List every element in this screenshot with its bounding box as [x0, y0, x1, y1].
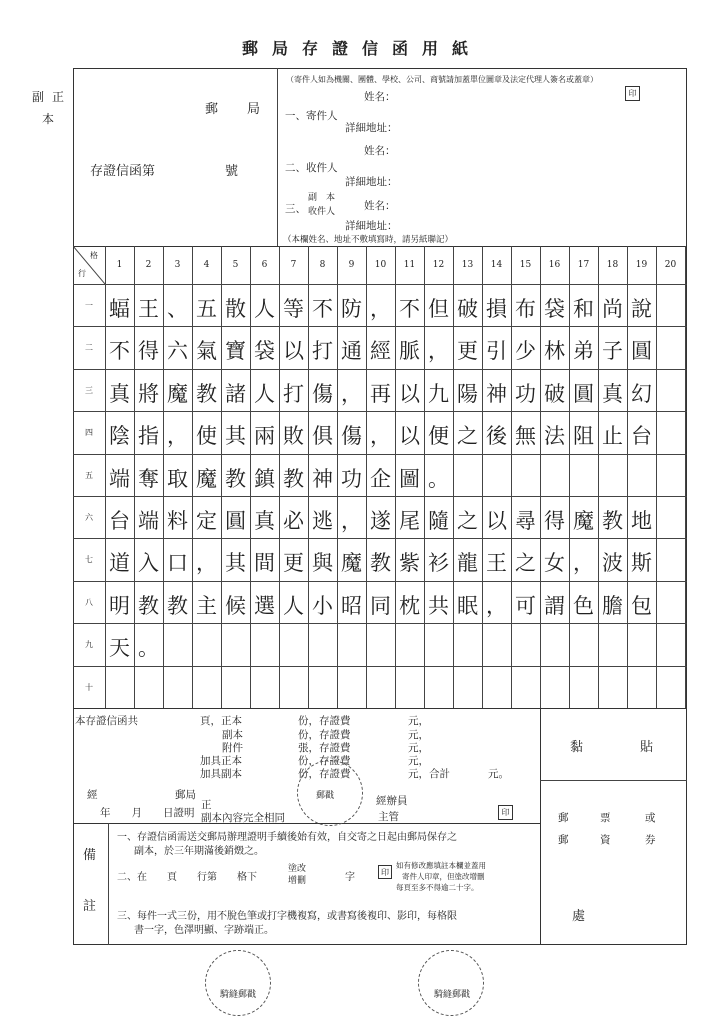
header-divider [277, 68, 278, 246]
grid-cell-char: 必 [283, 509, 304, 533]
grid-col-number: 15 [519, 260, 532, 270]
grid-cell-char: ， [486, 593, 507, 618]
seam-stamp-circle-2 [418, 950, 484, 1016]
grid-cell-char: 通 [341, 339, 362, 364]
seam-stamp-circle-1 [205, 950, 271, 1016]
grid-cell-char: 魔 [573, 509, 594, 533]
grid-cell-char: 氣 [196, 339, 217, 364]
fee-r3-c: 元， [408, 742, 429, 754]
grid-row-line [73, 454, 687, 455]
grid-cell-char: 企 [370, 466, 391, 491]
letter-no-prefix: 存證信函第 [90, 164, 156, 179]
grid-row-label: 七 [85, 555, 93, 565]
label-fu: 副 [32, 90, 45, 104]
grid-cell-char: 脈 [399, 339, 420, 364]
notes-label-divider [108, 823, 109, 945]
grid-cell-char: 功 [341, 466, 362, 491]
grid-cell-char: 更 [457, 339, 478, 364]
chief-label: 主管 [378, 811, 399, 823]
note-2-note2: 寄件人印章，但塗改增刪 [402, 872, 485, 881]
grid-col-line [685, 246, 686, 708]
grid-cell-char: 但 [428, 297, 449, 321]
grid-cell-char: 教 [167, 593, 188, 618]
grid-cell-char: 敗 [283, 424, 304, 449]
grid-cell-char: 袋 [254, 339, 275, 364]
header-note-bottom: （本欄姓名、地址不敷填寫時，請另紙聯記） [283, 235, 454, 245]
fee-r2-a: 副本 [222, 729, 243, 741]
grid-cell-char: 之 [457, 509, 478, 533]
note-2-note1: 如有修改應填註本欄並蓋用 [396, 861, 486, 870]
grid-cell-char: 教 [370, 551, 391, 576]
grid-cell-char: 枕 [399, 593, 420, 618]
grid-cell-char: 間 [254, 551, 275, 576]
grid-row-line [73, 623, 687, 624]
grid-cell-char: 打 [283, 381, 304, 406]
grid-cell-char: 諸 [225, 381, 246, 406]
grid-cell-char: 說 [631, 297, 652, 321]
postmark-label: 郵戳 [316, 791, 335, 801]
grid-cell-char: 選 [254, 593, 275, 618]
grid-cell-char: 兩 [254, 424, 275, 449]
grid-col-number: 3 [174, 260, 181, 270]
grid-cell-char: 教 [138, 593, 159, 618]
label-zheng: 正 [52, 90, 65, 104]
grid-cell-char: 圓 [573, 381, 594, 406]
copy-receiver-label-a: 副 本 [308, 193, 336, 203]
grid-cell-char: 更 [283, 551, 304, 576]
grid-cell-char: 魔 [167, 381, 188, 406]
grid-cell-char: 女 [544, 551, 565, 576]
grid-cell-char: 以 [399, 424, 420, 449]
grid-cell-char: ， [341, 509, 362, 533]
grid-cell-char: 。 [138, 636, 159, 661]
grid-row-label: 六 [85, 513, 93, 522]
grid-col-number: 14 [490, 260, 503, 270]
grid-row-line [73, 496, 687, 497]
fee-r5-b: 份，存證費 [298, 768, 351, 780]
grid-cell-char: 龍 [457, 551, 478, 576]
grid-cell-char: 得 [544, 509, 565, 533]
grid-cell-char: 取 [167, 466, 188, 491]
grid-cell-char: 膽 [602, 593, 623, 618]
fee-r1-c: 元， [408, 715, 429, 727]
grid-cell-char: 俱 [312, 424, 333, 449]
note-2-seal: 印 [378, 865, 392, 879]
grid-cell-char: 神 [312, 466, 333, 491]
grid-cell-char: 與 [312, 551, 333, 576]
grid-cell-char: 袋 [544, 297, 565, 321]
stamp-tie: 貼 [640, 740, 654, 755]
grid-cell-char: 包 [631, 593, 652, 618]
grid-cell-char: 得 [138, 339, 159, 364]
grid-cell-char: 陰 [109, 424, 130, 449]
grid-cell-char: 紫 [399, 551, 420, 576]
grid-cell-char: 法 [544, 424, 565, 449]
grid-row-line [73, 666, 687, 667]
note-2-zeng: 增刪 [288, 876, 307, 886]
grid-cell-char: ， [370, 424, 391, 449]
grid-cell-char: 蝠 [109, 297, 130, 321]
notes-label-bei: 備 [83, 848, 97, 863]
grid-cell-char: 人 [254, 297, 275, 321]
grid-row-label: 五 [85, 470, 93, 480]
label-ben: 本 [42, 112, 55, 126]
grid-row-line [73, 538, 687, 539]
grid-cell-char: 破 [544, 381, 565, 406]
grid-cell-char: 圓 [631, 339, 652, 364]
copy-address-label: 詳細地址： [345, 220, 398, 232]
grid-cell-char: 阻 [573, 424, 594, 449]
grid-col-line [656, 246, 657, 708]
copy-receiver-num: 三、 [285, 203, 306, 215]
grid-col-number: 16 [548, 260, 561, 270]
sender-address-label: 詳細地址： [345, 122, 398, 134]
grid-cell-char: 道 [109, 551, 130, 576]
grid-cell-char: 使 [196, 424, 217, 449]
stamp-you2: 郵 [558, 834, 569, 846]
grid-cell-char: 共 [428, 593, 449, 618]
grid-cell-char: 色 [573, 593, 594, 618]
grid-cell-char: 斯 [631, 551, 652, 576]
post-office-label: 郵 局 [205, 102, 269, 117]
grid-cell-char: 奪 [138, 466, 159, 491]
fee-r1-a: 頁，正本 [200, 715, 242, 727]
grid-cell-char: 口 [167, 551, 188, 576]
note-2-note3: 每頁至多不得逾二十字。 [396, 883, 479, 892]
grid-cell-char: 圖 [399, 466, 420, 491]
grid-cell-char: 鎮 [254, 466, 275, 491]
header-bottom-line [73, 246, 687, 247]
grid-cell-char: 引 [486, 339, 507, 364]
header-note-top: （寄件人如為機關、團體、學校、公司、商號請加蓋單位圖章及法定代理人簽名或蓋章） [286, 75, 598, 84]
sender-name-label: 姓名： [364, 91, 396, 103]
grid-cell-char: 。 [428, 466, 449, 491]
grid-row-line [73, 581, 687, 582]
grid-cell-char: 以 [283, 339, 304, 364]
grid-cell-char: 將 [138, 381, 159, 406]
grid-cell-char: 教 [602, 509, 623, 533]
grid-col-number: 17 [577, 260, 590, 270]
stamp-nian: 黏 [570, 740, 584, 755]
fee-r2-b: 份，存證費 [298, 729, 351, 741]
fees-zheng: 正 [201, 799, 212, 811]
fees-right-divider [540, 708, 541, 945]
grid-cell-char: 候 [225, 593, 246, 618]
grid-cell-char: 料 [167, 509, 188, 533]
receiver-name-label: 姓名： [364, 145, 396, 157]
grid-cell-char: 六 [167, 339, 188, 364]
grid-col-number: 19 [635, 260, 648, 270]
grid-cell-char: 不 [312, 297, 333, 321]
grid-cell-char: 尋 [515, 509, 536, 533]
grid-cell-char: 真 [602, 381, 623, 406]
grid-cell-char: 隨 [428, 509, 449, 533]
fees-intro: 本存證信函共 [75, 715, 138, 727]
handler-label: 經辦員 [376, 795, 408, 807]
grid-row-line [73, 411, 687, 412]
grid-corner-bottom: 行 [78, 269, 86, 278]
grid-row-label: 二 [85, 343, 93, 353]
grid-header-line [73, 284, 687, 285]
grid-cell-char: 尚 [602, 297, 623, 321]
grid-bottom-line [73, 708, 687, 709]
grid-cell-char: 衫 [428, 551, 449, 576]
grid-cell-char: 魔 [196, 466, 217, 491]
grid-cell-char: 真 [109, 381, 130, 406]
grid-cell-char: 其 [225, 551, 246, 576]
fee-r4-a: 加具正本 [200, 755, 242, 767]
grid-col-number: 12 [432, 260, 445, 270]
grid-col-number: 10 [374, 260, 387, 270]
grid-col-number: 20 [664, 260, 677, 270]
grid-cell-char: 之 [515, 551, 536, 576]
note-2-zi: 字 [345, 872, 355, 883]
grid-col-number: 2 [145, 260, 152, 270]
grid-cell-char: 主 [196, 593, 217, 618]
grid-cell-char: 經 [370, 339, 391, 364]
grid-cell-char: 傷 [312, 381, 333, 406]
grid-cell-char: 以 [486, 509, 507, 533]
grid-cell-char: 教 [225, 466, 246, 491]
grid-cell-char: 同 [370, 593, 391, 618]
stamp-piao: 票 [600, 812, 611, 824]
copy-name-label: 姓名： [364, 200, 396, 212]
grid-cell-char: 真 [254, 509, 275, 533]
grid-cell-char: 指 [138, 424, 159, 449]
grid-cell-char: 人 [283, 593, 304, 618]
grid-cell-char: 幻 [631, 381, 652, 406]
grid-col-number: 18 [606, 260, 619, 270]
grid-corner-top: 格 [90, 251, 98, 260]
fee-r5-a: 加具副本 [200, 768, 242, 780]
grid-cell-char: 損 [486, 297, 507, 321]
grid-cell-char: 台 [631, 424, 652, 449]
fee-r3-a: 附件 [222, 742, 243, 754]
seam-stamp-label-2: 騎縫郵戳 [434, 990, 471, 1000]
grid-cell-char: 九 [428, 381, 449, 406]
grid-row-label: 四 [85, 428, 93, 438]
grid-cell-char: 功 [515, 381, 536, 406]
grid-cell-char: 布 [515, 297, 536, 321]
grid-cell-char: 子 [602, 339, 623, 364]
grid-cell-char: 教 [196, 381, 217, 406]
grid-cell-char: 和 [573, 297, 594, 321]
grid-col-number: 6 [261, 260, 268, 270]
grid-cell-char: 等 [283, 297, 304, 321]
page-title: 郵局存證信函用紙 [241, 39, 482, 58]
seam-stamp-label-1: 騎縫郵戳 [220, 990, 257, 1000]
fees-fu-text: 副本內容完全相同 [201, 812, 285, 824]
grid-cell-char: 教 [283, 466, 304, 491]
note-1a: 一、存證信函需送交郵局辦理證明手續後始有效，自交寄之日起由郵局保存之 [117, 832, 457, 843]
stamp-you1: 郵 [558, 812, 569, 824]
grid-cell-char: 遂 [370, 509, 391, 533]
grid-cell-char: 不 [109, 339, 130, 364]
note-1b: 副本，於三年期滿後銷燬之。 [134, 846, 264, 857]
grid-row-label: 一 [85, 301, 93, 310]
letter-no-suffix: 號 [225, 164, 239, 179]
grid-cell-char: 止 [602, 424, 623, 449]
grid-cell-char: 防 [341, 297, 362, 321]
grid-cell-char: 定 [196, 509, 217, 533]
grid-col-number: 8 [319, 260, 326, 270]
grid-cell-char: ， [370, 297, 391, 321]
sender-seal-box: 印 [625, 86, 640, 101]
grid-cell-char: 人 [254, 381, 275, 406]
grid-cell-char: 地 [631, 509, 652, 533]
grid-cell-char: 昭 [341, 593, 362, 618]
grid-cell-char: 少 [515, 339, 536, 364]
grid-cell-char: 王 [486, 551, 507, 576]
grid-cell-char: 天 [109, 636, 130, 661]
grid-cell-char: 陽 [457, 381, 478, 406]
grid-cell-char: 圓 [225, 509, 246, 533]
grid-cell-char: 傷 [341, 424, 362, 449]
grid-cell-char: 小 [312, 593, 333, 618]
stamp-quan: 券 [645, 834, 656, 846]
grid-cell-char: ， [167, 424, 188, 449]
grid-cell-char: 、 [167, 297, 188, 321]
fee-total-unit: 元。 [488, 768, 509, 780]
grid-cell-char: 明 [109, 593, 130, 618]
receiver-label: 二、收件人 [285, 162, 338, 174]
sender-label: 一、寄件人 [285, 110, 338, 122]
grid-cell-char: 端 [109, 466, 130, 491]
grid-row-line [73, 369, 687, 370]
grid-cell-char: ， [196, 551, 217, 576]
stamp-box-divider [540, 780, 687, 781]
grid-cell-char: 台 [109, 509, 130, 533]
grid-cell-char: ， [341, 381, 362, 406]
grid-col-number: 9 [348, 260, 355, 270]
grid-cell-char: 眠 [457, 593, 478, 618]
chief-seal-box: 印 [498, 805, 513, 820]
grid-cell-char: 弟 [573, 339, 594, 364]
grid-col-number: 1 [116, 260, 123, 270]
fee-r5-c: 元，合計 [408, 768, 450, 780]
stamp-huo: 或 [645, 812, 656, 824]
fee-r2-c: 元， [408, 729, 429, 741]
fee-r4-c: 元， [408, 755, 429, 767]
grid-col-number: 13 [461, 260, 474, 270]
grid-cell-char: 後 [486, 424, 507, 449]
grid-cell-char: 寶 [225, 339, 246, 364]
notes-label-zhu: 註 [83, 899, 97, 914]
fee-r1-b: 份，存證費 [298, 715, 351, 727]
grid-cell-char: 魔 [341, 551, 362, 576]
grid-cell-char: 打 [312, 339, 333, 364]
fees-date: 年 月 日證明 [100, 807, 195, 819]
grid-cell-char: 尾 [399, 509, 420, 533]
grid-cell-char: 逃 [312, 509, 333, 533]
grid-row-label: 三 [85, 385, 93, 395]
grid-col-number: 5 [232, 260, 239, 270]
grid-row-label: 九 [85, 640, 93, 650]
grid-cell-char: 無 [515, 424, 536, 449]
grid-cell-char: 波 [602, 551, 623, 576]
fees-jing: 經 [87, 789, 98, 801]
note-3b: 書一字，色澤明顯、字跡端正。 [134, 925, 274, 936]
grid-cell-char: 五 [196, 297, 217, 321]
grid-cell-char: ， [428, 339, 449, 364]
grid-cell-char: 可 [515, 593, 536, 618]
grid-cell-char: 不 [399, 297, 420, 321]
note-2-prefix: 二、在 頁 行第 格下 [117, 872, 257, 883]
grid-cell-char: 林 [544, 339, 565, 364]
grid-cell-char: 以 [399, 381, 420, 406]
grid-cell-char: 其 [225, 424, 246, 449]
fees-bottom-line [73, 823, 540, 824]
note-3a: 三、每件一式三份，用不脫色筆或打字機複寫，或書寫後複印、影印，每格限 [117, 911, 457, 922]
fees-post: 郵局 [175, 789, 196, 801]
grid-col-number: 4 [203, 260, 210, 270]
grid-row-label: 十 [85, 682, 93, 692]
note-2-tu: 塗改 [288, 864, 307, 874]
copy-receiver-label-b: 收件人 [308, 207, 336, 217]
grid-cell-char: 再 [370, 381, 391, 406]
grid-cell-char: 散 [225, 297, 246, 321]
grid-cell-char: 端 [138, 509, 159, 533]
grid-cell-char: 神 [486, 381, 507, 406]
stamp-chu: 處 [572, 909, 586, 924]
grid-row-label: 八 [85, 597, 93, 607]
stamp-zi: 資 [600, 834, 611, 846]
grid-row-line [73, 326, 687, 327]
grid-col-number: 7 [290, 260, 297, 270]
fee-r4-b: 份，存證費 [298, 755, 351, 767]
grid-cell-char: 便 [428, 424, 449, 449]
grid-cell-char: 王 [138, 297, 159, 321]
grid-cell-char: 入 [138, 551, 159, 576]
grid-cell-char: 之 [457, 424, 478, 449]
grid-col-number: 11 [403, 260, 416, 270]
receiver-address-label: 詳細地址： [345, 176, 398, 188]
grid-cell-char: 破 [457, 297, 478, 321]
fee-r3-b: 張，存證費 [298, 742, 351, 754]
grid-cell-char: ， [573, 551, 594, 576]
grid-cell-char: 謂 [544, 593, 565, 618]
